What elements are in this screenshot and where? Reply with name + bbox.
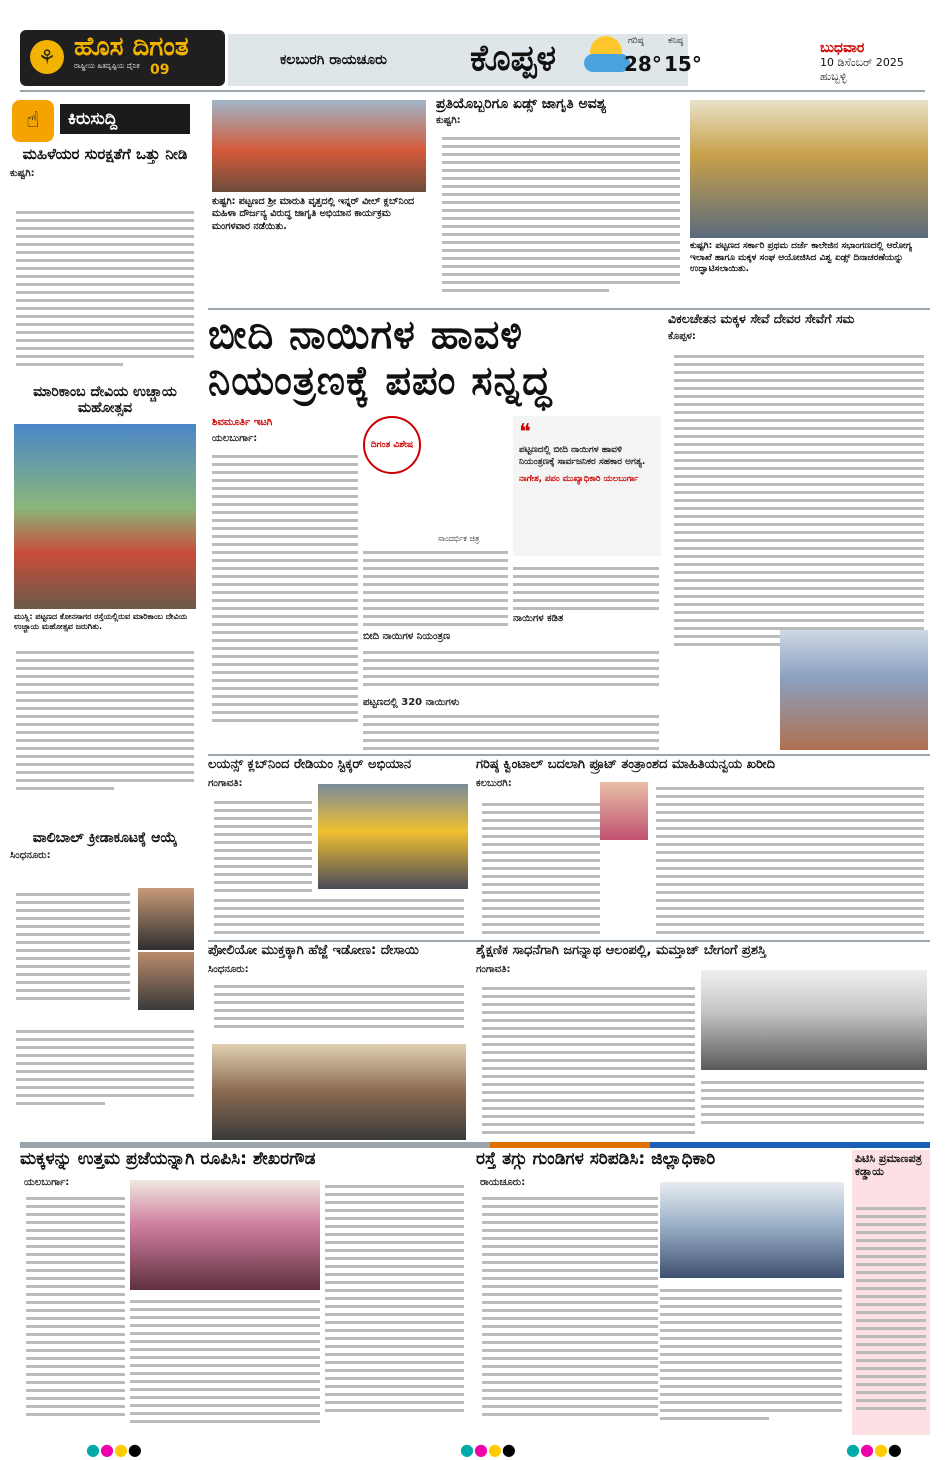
festival-photo <box>14 424 196 609</box>
masthead-rule <box>20 90 925 92</box>
dateline: ಕುಷ್ಟಗಿ: <box>436 115 461 127</box>
kirusuddi-title: ಕಿರುಸುದ್ದಿ <box>60 104 190 134</box>
bottom-section-rule-left <box>20 1142 490 1148</box>
article-road-potholes <box>476 1150 848 1435</box>
temp-min-value: 15° <box>664 52 702 76</box>
dc-meeting-photo <box>660 1182 844 1278</box>
headline: ವಿಕಲಚೇತನ ಮಕ್ಕಳ ಸೇವೆ ದೇವರ ಸೇವೆಗೆ ಸಮ <box>668 312 855 326</box>
article-lions-club <box>208 758 470 938</box>
page-number: 09 <box>150 62 170 78</box>
article-education-award <box>476 944 930 1144</box>
weekday: ಬುಧವಾರ <box>820 40 865 56</box>
logo-tagline: ರಾಷ್ಟ್ರೀಯ ಹಿತದೃಷ್ಟಿಯ ದೈನಿಕ <box>74 62 140 70</box>
newspaper-logo: ಹೊಸ ದಿಗಂತ <box>74 32 189 62</box>
headline: ಗರಿಷ್ಠ ಕ್ವಿಂಟಾಲ್ ಬದಲಾಗಿ ಪ್ರೂಟ್ ತಂತ್ರಾಂಶದ ಮಾಹಿತಿಯನ್ವಯ ಖರೀದಿ <box>476 758 776 772</box>
photo-caption: ಕುಷ್ಟಗಿ: ಪಟ್ಟಣದ ಸರ್ಕಾರಿ ಪ್ರಥಮ ದರ್ಜೆ ಕಾಲೇಜಿನ ಸಭಾಂಗಣದಲ್ಲಿ ಆರೋಗ್ಯ ಇಲಾಖೆ ಹಾಗೂ ಮಕ್ಕಳ ಸಂಘ ಆಯೋಜಿಸಿದ ವಿಶ್ವ ಏಡ್ಸ್ ದಿನಾಚರಣೆಯನ್ನು ಉದ್ಘಾಟಿಸಲಾಯಿತು. <box>690 241 912 275</box>
school-event-photo <box>130 1180 320 1290</box>
quote-mark-icon: ❝ <box>519 420 531 445</box>
issue-place: ಹುಬ್ಬಳ್ಳಿ <box>820 70 847 83</box>
temp-max-label: ಗರಿಷ್ಠ <box>628 36 644 46</box>
dateline: ಯಲಬುರ್ಗಾ: <box>212 433 258 444</box>
pointing-hand-icon: ☝ <box>12 100 54 142</box>
dateline: ರಾಯಚೂರು: <box>480 1177 526 1188</box>
bottom-section-rule-right <box>650 1142 930 1148</box>
player-photo-1 <box>138 888 194 950</box>
article-ptc-certificate <box>852 1150 930 1435</box>
dateline: ಯಲಬುರ್ಗಾ: <box>24 1177 70 1188</box>
temp-min-label: ಕನಿಷ್ಠ <box>668 36 684 46</box>
date-block <box>820 40 930 84</box>
article-volleyball <box>10 830 200 1145</box>
dateline: ಗಂಗಾವತಿ: <box>476 963 511 975</box>
registration-marks-right: ●●●● <box>846 1440 902 1459</box>
stats-dogs: ಪಟ್ಟಣದಲ್ಲಿ 320 ನಾಯಿಗಳು <box>363 697 460 708</box>
headline: ಪಿಟಿಸಿ ಪ್ರಮಾಣಪತ್ರ ಕಡ್ಡಾಯ <box>855 1152 922 1178</box>
edition-cities: ಕಲಬುರಗಿ ರಾಯಚೂರು <box>280 52 387 68</box>
article-moong-purchase <box>476 758 930 938</box>
headline-line-1: ಬೀದಿ ನಾಯಿಗಳ ಹಾವಳಿ <box>208 312 524 358</box>
photo-caption: ಮುಸ್ಲಿ: ಪಟ್ಟಣದ ಕೋನಸಾಗರ ರಸ್ತೆಯಲ್ಲಿರುವ ಮಾರಿಕಾಂಬ ದೇವಿಯ ಉಚ್ಚಾಯ ಮಹೋತ್ಸವ ಜರುಗಿತು. <box>14 612 188 632</box>
lions-photo <box>318 784 468 889</box>
headline: ಮಹಿಳೆಯರ ಸುರಕ್ಷತೆಗೆ ಒತ್ತು ನೀಡಿ <box>22 146 188 163</box>
bottom-section-rule-mid <box>490 1142 650 1148</box>
article-polio <box>208 944 470 1144</box>
dateline: ಗಂಗಾವತಿ: <box>208 777 243 789</box>
registration-marks-left: ●●●● <box>86 1440 142 1459</box>
aids-photo-block <box>690 96 930 306</box>
photo-caption: ಕುಷ್ಟಗಿ: ಪಟ್ಟಣದ ಶ್ರೀ ಮಾರುತಿ ವೃತ್ತದಲ್ಲಿ ಇನ್ನರ್ ವೀಲ್ ಕ್ಲಬ್‌ನಿಂದ ಮಹಿಳಾ ದೌರ್ಜನ್ಯ ವಿರುದ್ಧ ಜಾಗೃತಿ ಅಭಿಯಾನ ಕಾರ್ಯಕ್ರಮ ಮಂಗಳವಾರ ನಡೆಯಿತು. <box>212 196 415 232</box>
article-street-dogs <box>208 312 663 752</box>
headline: ವಾಲಿಬಾಲ್ ಕ್ರೀಡಾಕೂಟಕ್ಕೆ ಆಯ್ಕೆ <box>32 830 178 846</box>
headline: ಪೋಲಿಯೋ ಮುಕ್ತಕ್ಕಾಗಿ ಹೆಜ್ಜೆ ಇಡೋಣ: ದೇಸಾಯಿ <box>208 944 419 958</box>
dateline: ಕಲಬುರಗಿ: <box>476 777 512 789</box>
section-rule <box>208 754 930 756</box>
player-photo-2 <box>138 952 194 1010</box>
photo-caption: ಸಾಂದರ್ಭಿಕ ಚಿತ್ರ <box>438 534 480 543</box>
seminar-photo <box>690 100 928 238</box>
subhead-control: ಬೀದಿ ನಾಯಿಗಳ ನಿಯಂತ್ರಣ <box>363 631 451 642</box>
headline: ಪ್ರತಿಯೊಬ್ಬರಿಗೂ ಏಡ್ಸ್ ಜಾಗೃತಿ ಅವಶ್ಯ <box>436 96 607 112</box>
quote-text: ಪಟ್ಟಣದಲ್ಲಿ ಬೀದಿ ನಾಯಿಗಳ ಹಾವಳಿ ನಿಯಂತ್ರಣಕ್ಕೆ ಸಾರ್ವಜನಿಕರ ಸಹಕಾರ ಅಗತ್ಯ. <box>519 445 646 468</box>
logo-emblem-icon: ⚘ <box>30 40 64 74</box>
issue-date: 10 ಡಿಸೆಂಬರ್ 2025 <box>820 56 904 69</box>
byline: ಶಿವಮೂರ್ತಿ ಇಟಗಿ <box>212 417 273 428</box>
quote-author: ನಾಗೇಶ, ಪಪಂ ಮುಖ್ಯಾಧಿಕಾರಿ ಯಲಬುರ್ಗಾ <box>519 474 639 485</box>
article-children-citizens <box>20 1150 470 1435</box>
officer-photo <box>600 782 648 840</box>
headline: ಶೈಕ್ಷಣಿಕ ಸಾಧನೆಗಾಗಿ ಜಗನ್ನಾಥ ಆಲಂಪಲ್ಲಿ, ಮಮ್ತಾಜ್ ಬೇಗಂಗೆ ಪ್ರಶಸ್ತಿ <box>476 944 766 958</box>
quote-box <box>513 416 661 556</box>
subhead-bites: ನಾಯಿಗಳ ಕಡಿತ <box>513 613 564 624</box>
article-inner-wheel <box>208 96 430 306</box>
polio-meeting-photo <box>212 1044 466 1140</box>
edition-district: ಕೊಪ್ಪಳ <box>470 38 557 79</box>
section-rule <box>208 308 930 310</box>
headline: ಲಯನ್ಸ್ ಕ್ಲಬ್‌ನಿಂದ ರೇಡಿಯಂ ಸ್ಟಿಕ್ಕರ್ ಅಭಿಯಾನ <box>208 758 412 772</box>
section-rule <box>208 940 930 942</box>
registration-marks-center: ●●●● <box>460 1440 516 1459</box>
award-photo <box>701 970 927 1070</box>
digantha-vishesha-badge: ದಿಗಂತ ವಿಶೇಷ <box>363 416 421 474</box>
headline: ರಸ್ತೆ ತಗ್ಗು ಗುಂಡಿಗಳ ಸರಿಪಡಿಸಿ: ಜಿಲ್ಲಾಧಿಕಾರಿ <box>476 1150 716 1169</box>
dateline: ಕುಷ್ಟಗಿ: <box>10 168 35 180</box>
headline-line-2: ನಿಯಂತ್ರಣಕ್ಕೆ ಪಪಂ ಸನ್ನದ್ಧ <box>208 358 553 404</box>
dateline: ಸಿಂಧನೂರು: <box>208 963 249 975</box>
rally-photo <box>212 100 426 192</box>
headline: ಮಕ್ಕಳನ್ನು ಉತ್ತಮ ಪ್ರಜೆಯನ್ನಾಗಿ ರೂಪಿಸಿ: ಶೇಖರಗೌಡ <box>20 1150 316 1169</box>
temp-max-value: 28° <box>624 52 662 76</box>
article-marikamba-festival <box>10 384 200 824</box>
article-women-safety <box>10 146 200 381</box>
students-photo <box>780 630 928 750</box>
article-differently-abled <box>668 312 930 752</box>
headline: ಮಾರಿಕಾಂಬ ದೇವಿಯ ಉಚ್ಚಾಯ ಮಹೋತ್ಸವ <box>33 384 177 417</box>
dateline: ಸಿಂಧನೂರು: <box>10 850 51 862</box>
dateline: ಕೊಪ್ಪಳ: <box>668 331 696 343</box>
article-aids-awareness <box>436 96 686 306</box>
